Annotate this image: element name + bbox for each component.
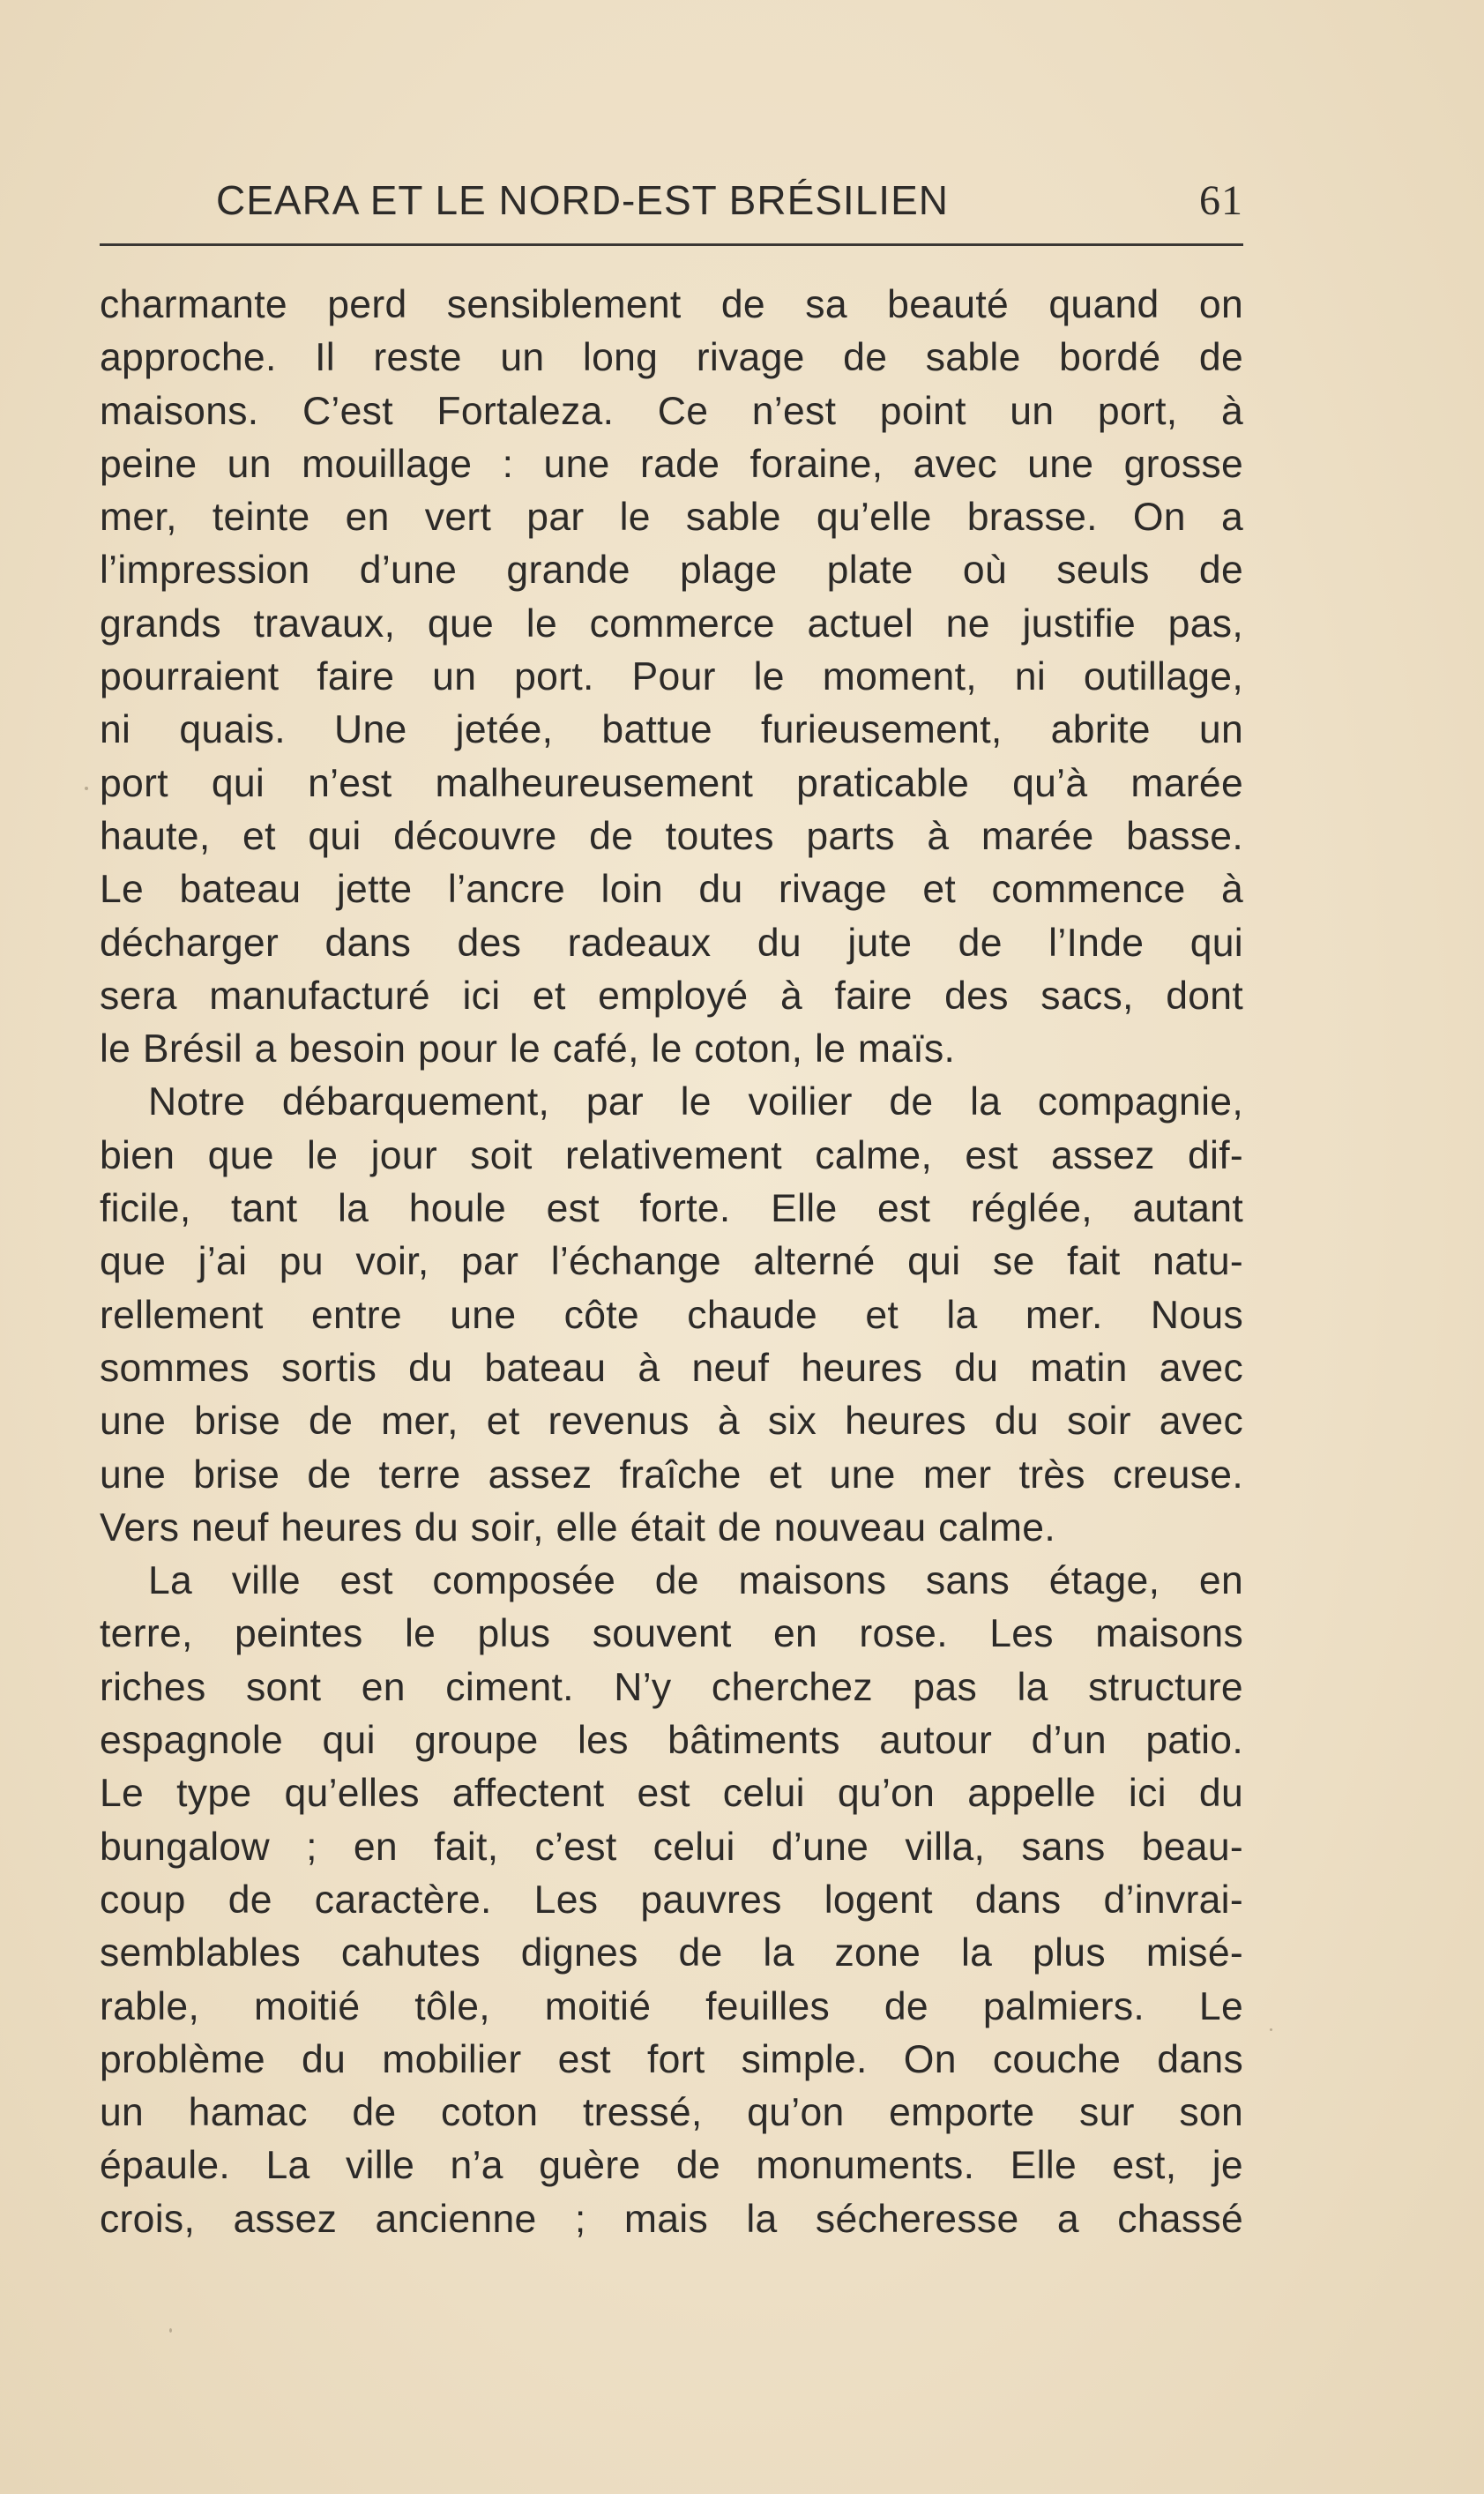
paper-speck bbox=[169, 2328, 172, 2333]
text-line: décharger dans des radeaux du jute de l’Inde qui bbox=[100, 921, 1243, 965]
paragraph-end-line: le Brésil a besoin pour le café, le coton, le maïs. bbox=[100, 1027, 956, 1072]
text-line: bungalow ; en fait, c’est celui d’une villa, sans beau- bbox=[100, 1825, 1243, 1869]
text-line: grands travaux, que le commerce actuel ne justifie pas, bbox=[100, 601, 1243, 646]
text-line: crois, assez ancienne ; mais la sécheresse a chassé bbox=[100, 2197, 1243, 2241]
text-line: un hamac de coton tressé, qu’on emporte sur son bbox=[100, 2091, 1243, 2135]
text-line: Le bateau jette l’ancre loin du rivage et commence à bbox=[100, 868, 1243, 912]
text-line: problème du mobilier est fort simple. On couche dans bbox=[100, 2037, 1243, 2081]
text-line: port qui n’est malheureusement praticable qu’à marée bbox=[100, 761, 1243, 805]
paragraph-start-line: La ville est composée de maisons sans étage, en bbox=[148, 1559, 1243, 1603]
text-line: coup de caractère. Les pauvres logent dans d’invrai- bbox=[100, 1878, 1243, 1922]
text-line: charmante perd sensiblement de sa beauté quand on bbox=[100, 283, 1243, 326]
text-line: rellement entre une côte chaude et la mer. Nous bbox=[100, 1293, 1243, 1337]
text-line: rable, moitié tôle, moitié feuilles de palmiers. Le bbox=[100, 1984, 1243, 2028]
text-line: sommes sortis du bateau à neuf heures du matin avec bbox=[100, 1346, 1243, 1390]
running-title: CEARA ET LE NORD-EST BRÉSILIEN bbox=[216, 177, 949, 223]
text-line: terre, peintes le plus souvent en rose. Les maisons bbox=[100, 1612, 1243, 1656]
text-line: l’impression d’une grande plage plate où seuls de bbox=[100, 549, 1243, 593]
text-line: approche. Il reste un long rivage de sable bordé de bbox=[100, 336, 1243, 380]
text-line: épaule. La ville n’a guère de monuments. Elle est, je bbox=[100, 2144, 1243, 2188]
text-line: haute, et qui découvre de toutes parts à marée basse. bbox=[100, 814, 1243, 858]
text-line: pourraient faire un port. Pour le moment, ni outillage, bbox=[100, 655, 1243, 699]
text-line: semblables cahutes dignes de la zone la plus misé- bbox=[100, 1931, 1243, 1975]
text-line: maisons. C’est Fortaleza. Ce n’est point un port, à bbox=[100, 389, 1243, 433]
body-text bbox=[100, 279, 1243, 2246]
text-line: ficile, tant la houle est forte. Elle est réglée, autant bbox=[100, 1187, 1243, 1231]
text-line: espagnole qui groupe les bâtiments autour d’un patio. bbox=[100, 1719, 1243, 1763]
text-line: Le type qu’elles affectent est celui qu’on appelle ici du bbox=[100, 1772, 1243, 1816]
text-line: une brise de mer, et revenus à six heures du soir avec bbox=[100, 1400, 1243, 1444]
text-line: riches sont en ciment. N’y cherchez pas la structure bbox=[100, 1665, 1243, 1709]
text-line: sera manufacturé ici et employé à faire des sacs, dont bbox=[100, 974, 1243, 1018]
paper-speck bbox=[1270, 2028, 1272, 2031]
header-rule bbox=[100, 243, 1243, 246]
text-line: une brise de terre assez fraîche et une mer très creuse. bbox=[100, 1452, 1243, 1497]
paragraph-end-line: Vers neuf heures du soir, elle était de nouveau calme. bbox=[100, 1505, 1055, 1549]
running-head bbox=[100, 166, 1243, 236]
text-line: que j’ai pu voir, par l’échange alterné qui se fait natu- bbox=[100, 1240, 1243, 1284]
paragraph-start-line: Notre débarquement, par le voilier de la compagnie, bbox=[148, 1080, 1243, 1124]
text-line: ni quais. Une jetée, battue furieusement, abrite un bbox=[100, 708, 1243, 752]
text-line: bien que le jour soit relativement calme, est assez dif- bbox=[100, 1133, 1243, 1177]
text-line: mer, teinte en vert par le sable qu’elle brasse. On a bbox=[100, 496, 1243, 540]
paper-speck bbox=[85, 787, 88, 790]
page-number: 61 bbox=[1199, 177, 1243, 224]
text-line: peine un mouillage : une rade foraine, avec une grosse bbox=[100, 442, 1243, 486]
